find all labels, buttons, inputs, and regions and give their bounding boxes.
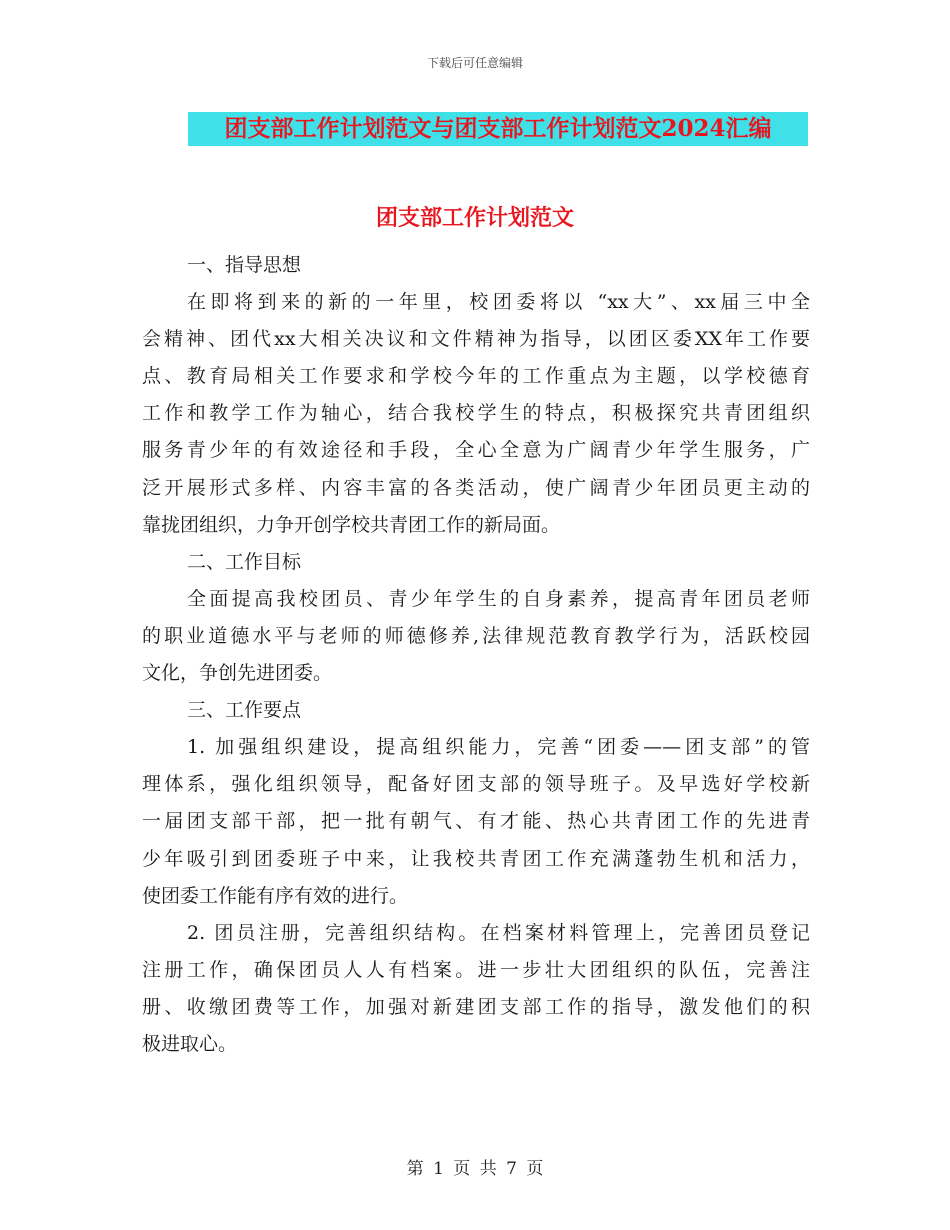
body-line: 一届团支部干部，把一批有朝气、有才能、热心共青团工作的先进青 bbox=[142, 810, 810, 833]
body-line: 的职业道德水平与老师的师德修养,法律规范教育教学行为，活跃校园 bbox=[142, 624, 810, 647]
header-note: 下载后可任意编辑 bbox=[426, 56, 523, 70]
document-title: 团支部工作计划范文与团支部工作计划范文2024汇编 bbox=[224, 115, 772, 142]
body-line: 理体系，强化组织领导，配备好团支部的领导班子。及早选好学校新 bbox=[142, 773, 810, 796]
body-line: 靠拢团组织，力争开创学校共青团工作的新局面。 bbox=[142, 513, 561, 536]
body-line: 服务青少年的有效途径和手段，全心全意为广阔青少年学生服务，广 bbox=[142, 439, 810, 462]
body-line: 使团委工作能有序有效的进行。 bbox=[142, 884, 409, 907]
body-line: 极进取心。 bbox=[142, 1032, 238, 1055]
document-body bbox=[142, 247, 810, 1063]
body-line: 全面提高我校团员、青少年学生的自身素养，提高青年团员老师 bbox=[187, 587, 810, 610]
body-line: 注册工作，确保团员人人有档案。进一步壮大团组织的队伍，完善注 bbox=[142, 958, 810, 981]
body-line: 一、指导思想 bbox=[187, 254, 302, 276]
body-line: 会精神、团代xx大相关决议和文件精神为指导，以团区委XX年工作要 bbox=[142, 328, 810, 351]
body-line: 2. 团员注册，完善组织结构。在档案材料管理上，完善团员登记 bbox=[187, 921, 810, 944]
page-footer: 第 1 页 共 7 页 bbox=[406, 1159, 544, 1179]
body-line: 在即将到来的新的一年里，校团委将以 “xx大”、xx届三中全 bbox=[187, 291, 810, 314]
section-title: 团支部工作计划范文 bbox=[375, 205, 574, 231]
body-line: 册、收缴团费等工作，加强对新建团支部工作的指导，激发他们的积 bbox=[142, 995, 810, 1018]
body-line: 泛开展形式多样、内容丰富的各类活动，使广阔青少年团员更主动的 bbox=[142, 476, 810, 499]
body-line: 少年吸引到团委班子中来，让我校共青团工作充满蓬勃生机和活力， bbox=[142, 847, 810, 870]
body-line: 工作和教学工作为轴心，结合我校学生的特点，积极探究共青团组织 bbox=[142, 402, 810, 425]
main-title-highlight bbox=[188, 112, 808, 146]
body-line: 二、工作目标 bbox=[187, 550, 302, 573]
body-line: 1. 加强组织建设，提高组织能力，完善“团委——团支部”的管 bbox=[187, 736, 810, 759]
body-line: 三、工作要点 bbox=[187, 699, 302, 722]
body-line: 文化，争创先进团委。 bbox=[142, 662, 333, 685]
body-line: 点、教育局相关工作要求和学校今年的工作重点为主题，以学校德育 bbox=[142, 365, 810, 388]
